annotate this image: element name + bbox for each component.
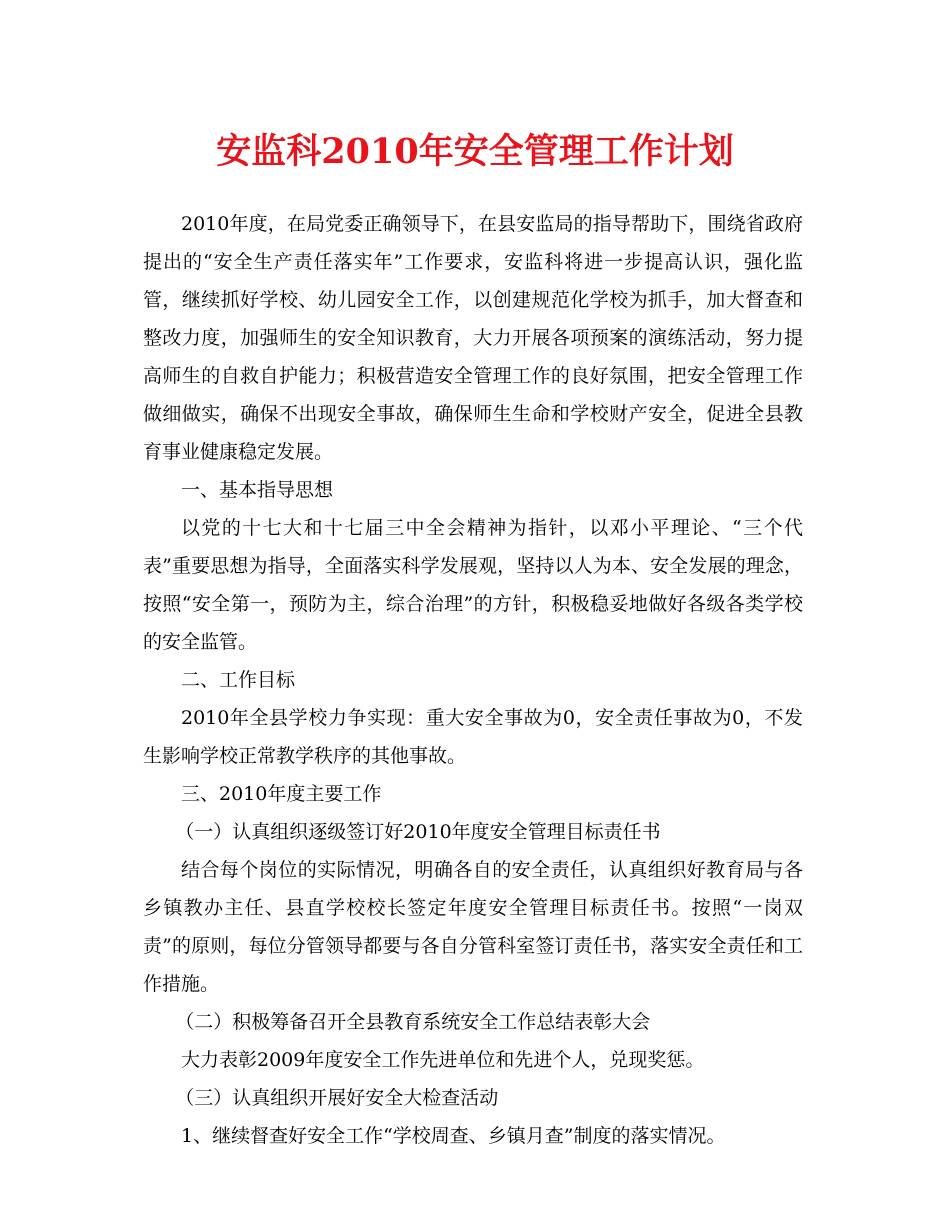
subsection-heading-1: （一）认真组织逐级签订好2010年度安全管理目标责任书 xyxy=(175,821,661,843)
intro-paragraph: 2010年度，在局党委正确领导下，在县安监局的指导帮助下，围绕省政府提出的“安全生产责任落实年”工作要求，安监科将进一步提高认识，强化监管，继续抓好学校、幼儿园安全工作，以创建规范化学校为抓手，加大督查和整改力度，加强师生的安全知识教育，大力开展各项预案的演练活动，努力提高师生的自救自护能力；积极营造安全管理工作的良好氛围，把安全管理工作做细做实，确保不出现安全事故，确保师生生命和学校财产安全，促进全县教育事业健康稳定发展。 xyxy=(143,213,803,463)
subsection-heading-3: （三）认真组织开展好安全大检查活动 xyxy=(175,1087,499,1109)
subsection-body-2: 大力表彰2009年度安全工作先进单位和先进个人，兑现奖惩。 xyxy=(181,1049,705,1071)
section-heading-2: 二、工作目标 xyxy=(181,669,296,691)
section-heading-3: 三、2010年度主要工作 xyxy=(181,783,382,805)
document-title: 安监科2010年安全管理工作计划 xyxy=(216,131,734,172)
subsection-body-1: 结合每个岗位的实际情况，明确各自的安全责任，认真组织好教育局与各乡镇教办主任、县直学校校长签定年度安全管理目标责任书。按照“一岗双责”的原则，每位分管领导都要与各自分管科室签订责任书，落实安全责任和工作措施。 xyxy=(143,859,803,995)
section-body-1: 以党的十七大和十七届三中全会精神为指针，以邓小平理论、“三个代表”重要思想为指导，全面落实科学发展观，坚持以人为本、安全发展的理念，按照“安全第一，预防为主，综合治理”的方针，积极稳妥地做好各级各类学校的安全监管。 xyxy=(143,517,803,653)
section-heading-1: 一、基本指导思想 xyxy=(181,479,334,501)
subsection-heading-2: （二）积极筹备召开全县教育系统安全工作总结表彰大会 xyxy=(175,1011,651,1033)
document-body xyxy=(143,205,803,1155)
list-item-1: 1、继续督查好安全工作“学校周查、乡镇月查”制度的落实情况。 xyxy=(181,1125,726,1147)
section-body-2: 2010年全县学校力争实现：重大安全事故为0，安全责任事故为0，不发生影响学校正常教学秩序的其他事故。 xyxy=(143,707,803,767)
